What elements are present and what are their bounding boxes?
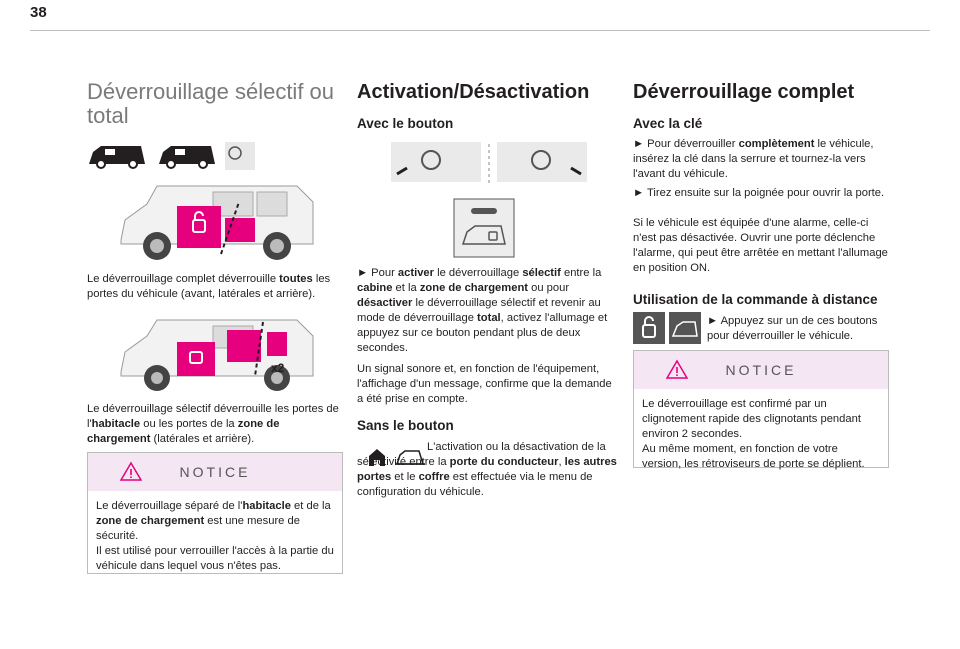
page-number: 38 (30, 4, 47, 21)
vehicle-silhouettes-icon (87, 142, 257, 170)
notice-text-2: Au même moment, en fonction de votre version, les rétroviseurs de porte se déplient. (642, 443, 865, 470)
section-title-full-unlock: Déverrouillage complet (633, 81, 855, 103)
notice-header (634, 351, 888, 389)
van-full-unlock-illustration (117, 180, 317, 268)
paragraph-key-unlock: ► Pour déverrouiller complètement le véhicule, insérez la clé dans la serrure et tournez-la vers l'avant du véhicule. (633, 138, 874, 180)
section-title-activation: Activation/Désactivation (357, 81, 590, 103)
x2-label: x2 (271, 361, 285, 375)
paragraph-full-unlock: Le déverrouillage complet déverrouille toutes les portes du véhicule (avant, latérales et arrière). (87, 273, 331, 300)
notice-label: NOTICE (725, 362, 797, 378)
remote-unlock-buttons-icon (633, 312, 701, 344)
paragraph-activate-with-button: ► Pour activer le déverrouillage sélectif entre la cabine et la zone de chargement ou pour désactiver le déverrouillage sélectif et revenir au mode de déverrouillage total, activez l'allumage et appuyez sur ce bouton pendant plus de deux secondes. (357, 267, 608, 354)
dashboard-button-location-illustration (391, 142, 591, 186)
notice-body (634, 389, 888, 480)
van-selective-unlock-illustration (117, 316, 317, 398)
subtitle-with-button: Avec le bouton (357, 116, 454, 131)
warning-icon (120, 461, 142, 481)
notice-box-confirmation (633, 350, 889, 468)
column-selective-unlock (87, 79, 343, 572)
notice-box-separation (87, 452, 343, 574)
notice-text-1: Le déverrouillage est confirmé par un clignotement rapide des clignotants pendant environ 2 secondes. (642, 398, 861, 440)
section-title-selective: Déverrouillage sélectif ou total (87, 79, 335, 128)
column-activation (357, 80, 619, 498)
paragraph-remote-press: ► Appuyez sur un de ces boutons pour déverrouiller le véhicule. (707, 315, 878, 342)
selective-unlock-button-icon (453, 198, 515, 258)
paragraph-confirmation: Un signal sonore et, en fonction de l'équipement, l'affichage d'un message, confirme que la demande a été prise en compte. (357, 363, 612, 405)
paragraph-without-button: L'activation ou la désactivation de la sélectivité entre la porte du conducteur, les autres portes et le coffre est effectuée via le menu de configuration du véhicule. (357, 441, 617, 498)
paragraph-alarm: Si le véhicule est équipée d'une alarme, celle-ci n'est pas désactivée. Ouvrir une porte déclenche l'alarme, qui peut être arrêtée en mettant l'allumage en position ON. (633, 217, 888, 274)
subtitle-without-button: Sans le bouton (357, 418, 454, 433)
notice-text-2: Il est utilisé pour verrouiller l'accès à la partie du véhicule dans lequel vous n'êtes pas. (96, 545, 334, 572)
subtitle-remote-control: Utilisation de la commande à distance (633, 292, 878, 307)
paragraph-pull-handle: ► Tirez ensuite sur la poignée pour ouvrir la porte. (633, 187, 885, 199)
warning-icon (666, 359, 688, 379)
notice-label: NOTICE (179, 464, 251, 480)
top-divider (30, 30, 930, 31)
notice-text-1: Le déverrouillage séparé de l'habitacle et de la zone de chargement est une mesure de sécurité. (96, 500, 331, 542)
column-full-unlock (633, 80, 892, 470)
notice-body (88, 491, 342, 582)
notice-header (88, 453, 342, 491)
subtitle-with-key: Avec la clé (633, 116, 703, 131)
paragraph-selective-unlock: Le déverrouillage sélectif déverrouille les portes de l'habitacle ou les portes de la zone de chargement (latérales et arrière). (87, 403, 339, 445)
